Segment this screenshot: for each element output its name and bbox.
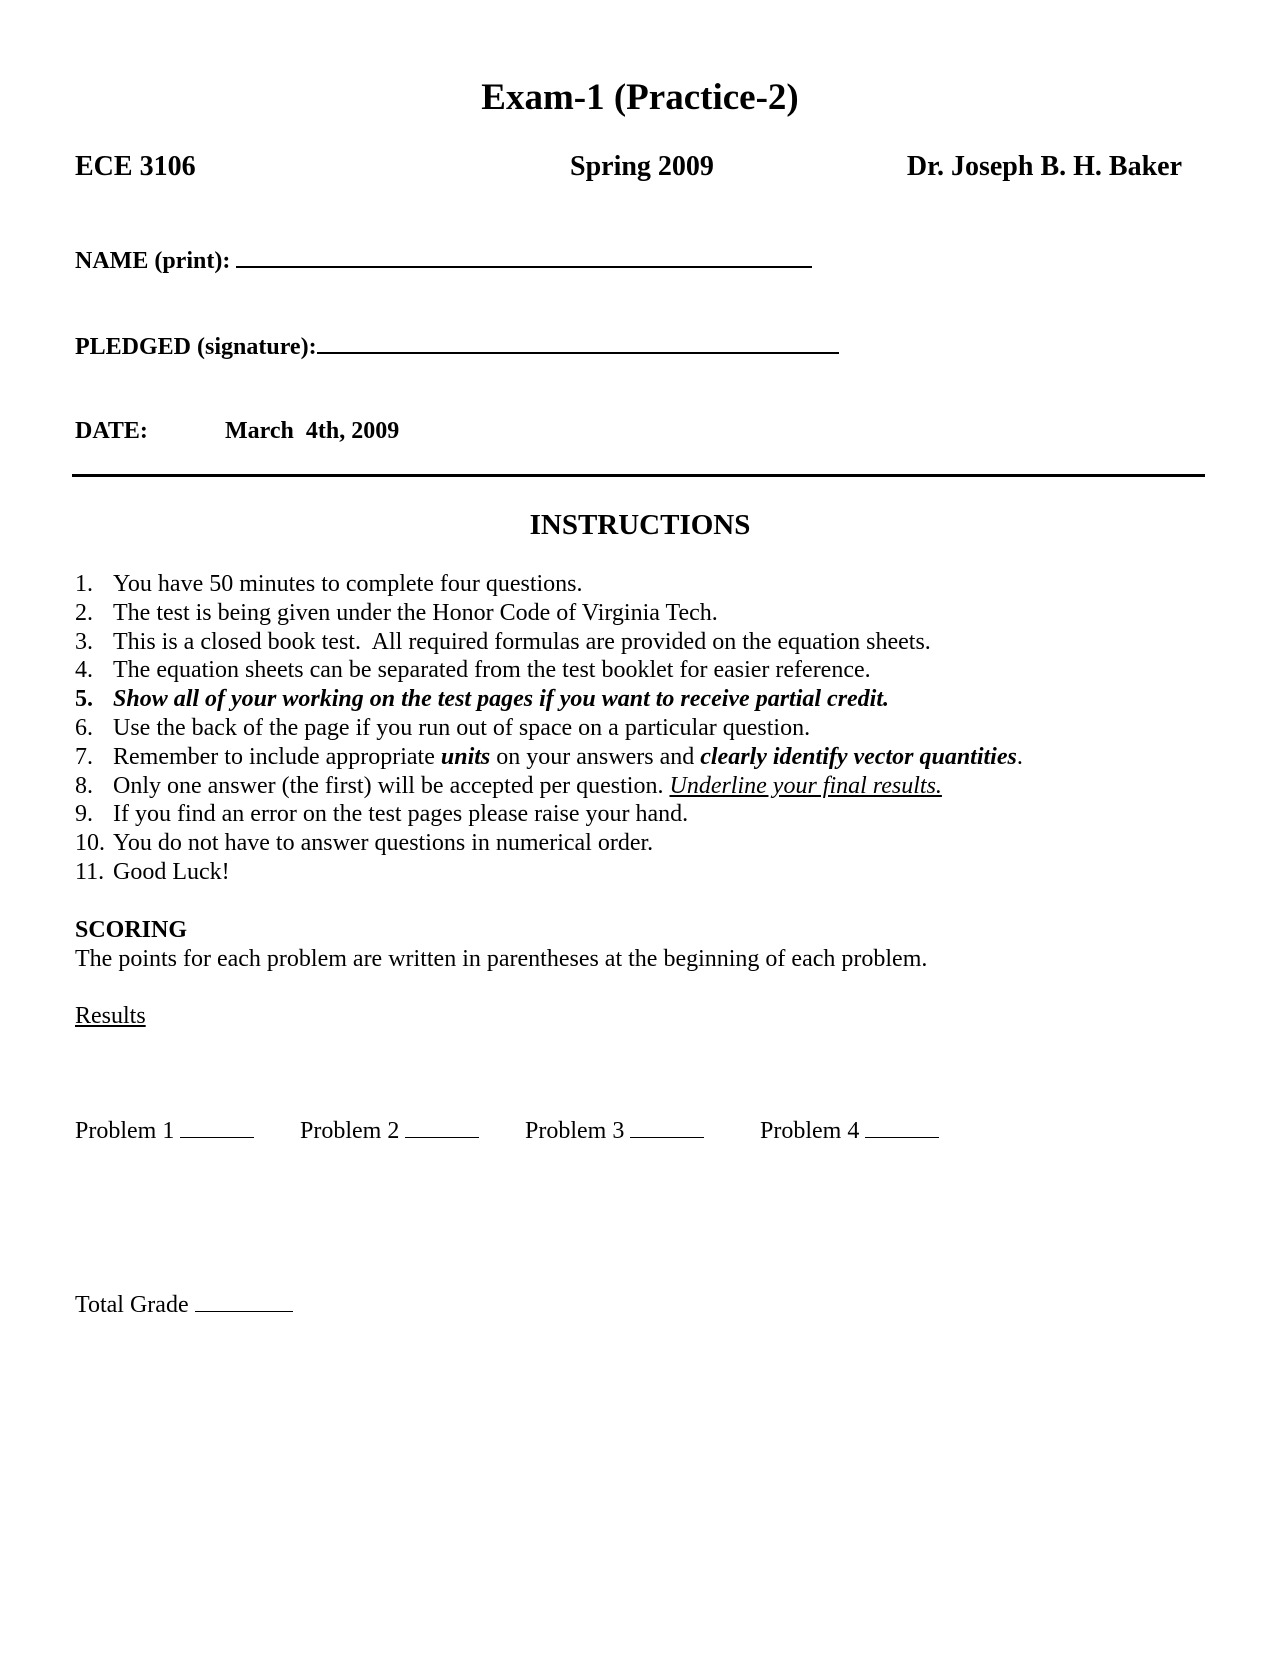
item-number: 5. [75,686,93,713]
instructor-name: Dr. Joseph B. H. Baker [906,151,1182,182]
problem-label: Problem 4 [760,1118,860,1144]
item-text: Good Luck! [113,858,230,885]
item-text [113,743,1023,772]
score-blank-line[interactable] [180,1117,254,1138]
item-text: Use the back of the page if you run out of space on a particular question. [113,714,811,741]
item-number: 6. [75,714,93,741]
item-text: The test is being given under the Honor Code of Virginia Tech. [113,599,718,626]
scoring-text: The points for each problem are written in parentheses at the beginning of each problem. [75,946,928,972]
problem-label: Problem 2 [300,1118,400,1144]
results-label: Results [75,1003,146,1029]
item-text: Show all of your working on the test pages if you want to receive partial credit. [113,686,890,713]
problem-3-score [525,1116,704,1146]
item-text: You have 50 minutes to complete four questions. [113,571,583,597]
item-text-part: Only one answer (the first) will be accepted per question. [113,772,670,799]
item-number: 10. [75,830,105,857]
score-blank-line[interactable] [405,1117,479,1138]
item-number: 2. [75,599,93,626]
total-grade [75,1290,293,1320]
item-number: 7. [75,743,93,770]
item-number: 11. [75,858,105,885]
problem-1-score [75,1116,254,1146]
item-number: 3. [75,628,93,655]
total-grade-blank-line[interactable] [195,1291,293,1312]
horizontal-rule [72,474,1205,477]
date-label: DATE: [75,418,148,444]
score-blank-line[interactable] [865,1117,939,1138]
item-text-part: Remember to include appropriate [113,743,441,770]
total-grade-label: Total Grade [75,1292,189,1318]
item-text-part: on your answers and [490,743,701,770]
name-label: NAME (print): [75,248,231,274]
pledged-field [75,330,839,362]
item-text: You do not have to answer questions in numerical order. [113,830,654,857]
item-text: The equation sheets can be separated from the test booklet for easier reference. [113,657,871,684]
item-number: 1. [75,571,93,597]
instructions-heading: INSTRUCTIONS [529,509,751,541]
pledged-label: PLEDGED (signature): [75,334,317,360]
item-text [113,772,942,801]
scoring-heading: SCORING [75,917,188,943]
problem-4-score [760,1116,939,1146]
signature-blank-line[interactable] [317,330,839,354]
item-number: 4. [75,657,93,684]
item-number: 9. [75,801,93,828]
item-underlined-note: Underline your final results. [669,772,942,799]
date-value: March 4th, 2009 [225,418,400,444]
page-title: Exam-1 (Practice-2) [481,77,799,118]
item-text: This is a closed book test. All required formulas are provided on the equation sheets. [113,628,931,655]
name-blank-line[interactable] [236,244,812,268]
term: Spring 2009 [570,151,714,182]
course-code: ECE 3106 [75,151,196,182]
item-text: If you find an error on the test pages please raise your hand. [113,801,689,828]
problem-label: Problem 1 [75,1118,175,1144]
item-number: 8. [75,772,93,799]
date-field [75,416,400,446]
item-emphasis-units: units [440,743,491,770]
problem-label: Problem 3 [525,1118,625,1144]
score-blank-line[interactable] [630,1117,704,1138]
item-text-part: . [1016,743,1023,770]
problem-2-score [300,1116,479,1146]
item-emphasis-vectors: clearly identify vector quantities [700,743,1017,770]
name-field [75,244,812,276]
